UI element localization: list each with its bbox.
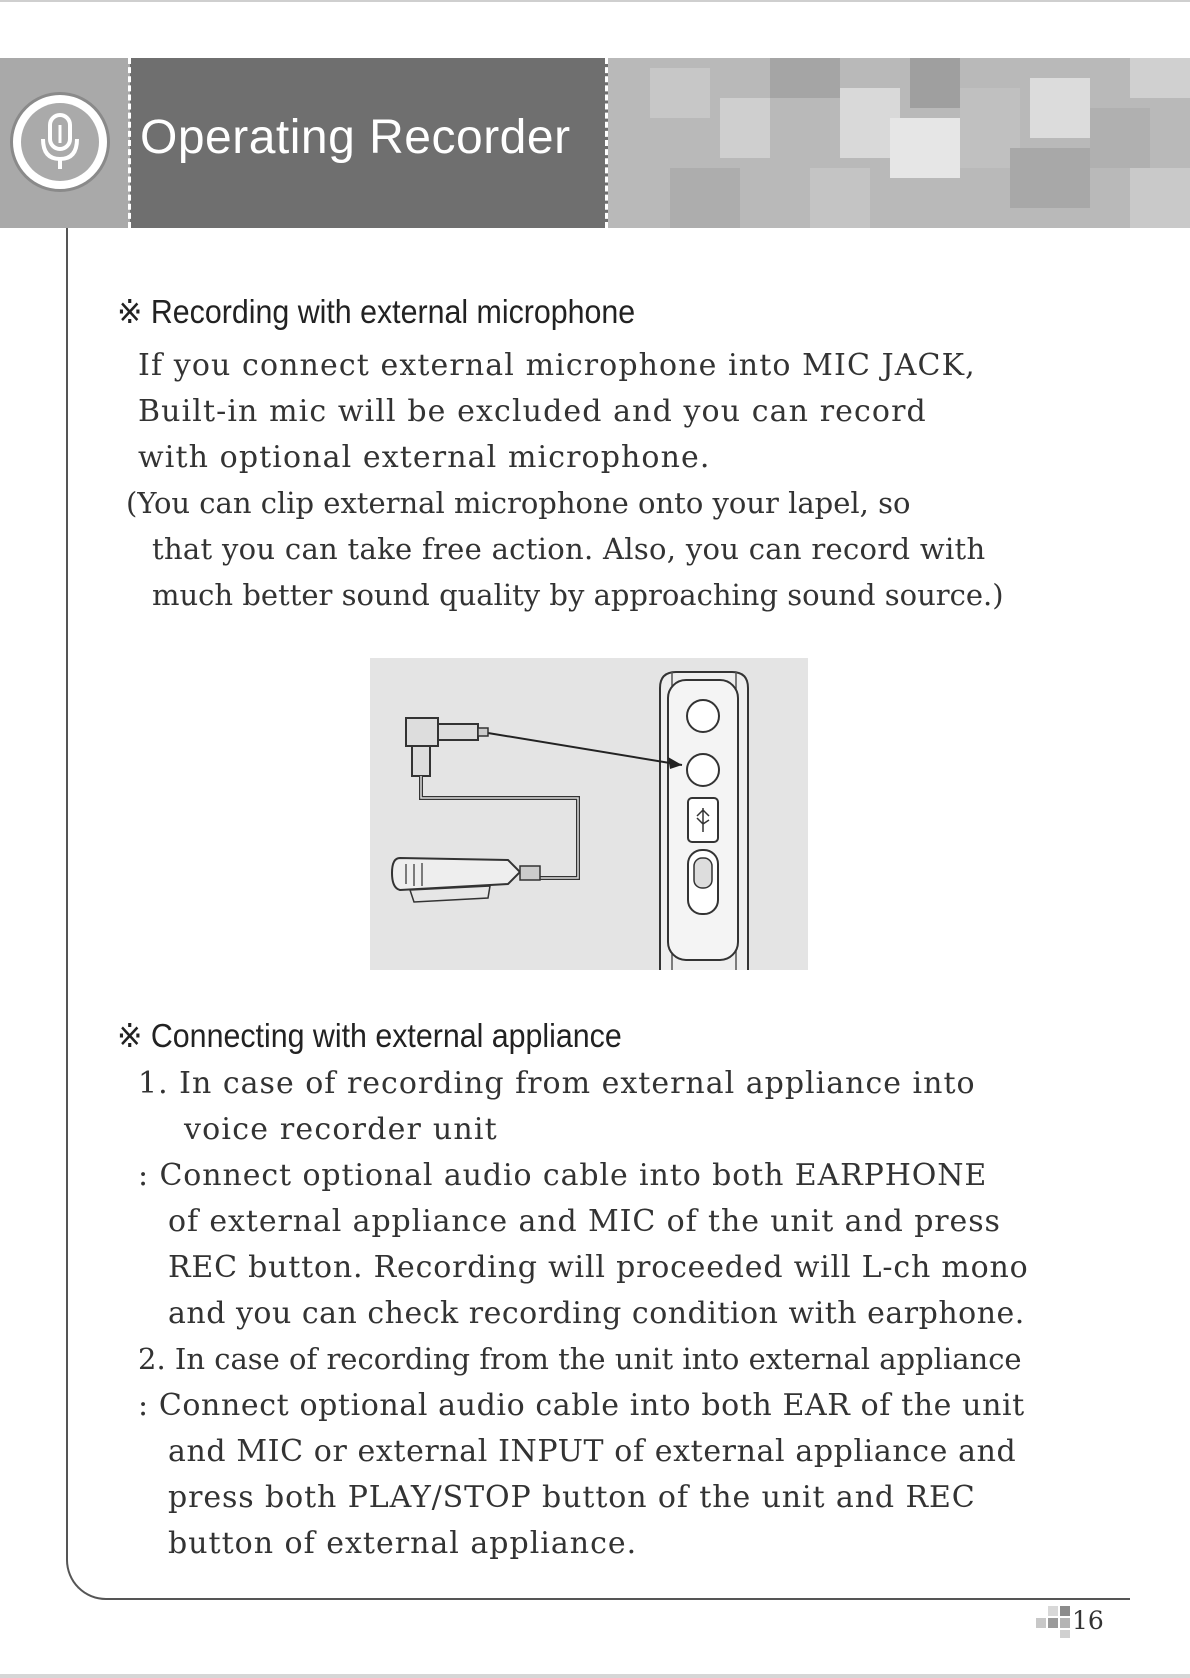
paragraph-line: 2. In case of recording from the unit into external appliance: [138, 1342, 1022, 1376]
paragraph-line: voice recorder unit: [184, 1112, 498, 1147]
paragraph-line: that you can take free action. Also, you can record with: [152, 532, 986, 566]
paragraph-line: much better sound quality by approaching sound source.): [152, 578, 1004, 612]
paragraph-line: of external appliance and MIC of the unit and press: [168, 1204, 1001, 1239]
mic-jack-icon: [687, 754, 719, 786]
microphone-icon: [21, 103, 99, 181]
paragraph-line: and you can check recording condition with earphone.: [168, 1296, 1025, 1331]
lapel-microphone: [392, 858, 540, 902]
paragraph-line: with optional external microphone.: [138, 440, 711, 475]
usb-icon: [688, 798, 718, 842]
page-title: Operating Recorder: [140, 111, 571, 164]
section-heading-external-appliance: ※ Connecting with external appliance: [117, 1017, 622, 1054]
section-heading-external-mic: ※ Recording with external microphone: [117, 293, 636, 330]
paragraph-line: (You can clip external microphone onto your lapel, so: [126, 486, 911, 520]
external-mic-connection-figure: [370, 658, 808, 970]
paragraph-line: button of external appliance.: [168, 1526, 638, 1561]
banner-divider-left: [128, 58, 131, 228]
paragraph-line: 1. In case of recording from external appliance into: [138, 1066, 976, 1101]
banner-mosaic: [610, 58, 1190, 228]
top-rule: [0, 0, 1190, 2]
banner-divider-right: [605, 58, 608, 228]
connection-arrow: [488, 733, 682, 769]
page-ornament: [1060, 1618, 1070, 1628]
page-frame-bottom: [120, 1598, 1130, 1600]
rec-switch-icon: [688, 850, 718, 914]
earphone-jack-icon: [687, 700, 719, 732]
page-number: [1036, 1604, 1106, 1638]
bottom-rule: [0, 1674, 1190, 1678]
paragraph-line: Built-in mic will be excluded and you can record: [138, 394, 927, 429]
page-number-text: 16: [1072, 1606, 1104, 1635]
header-banner: [0, 58, 1190, 228]
paragraph-line: : Connect optional audio cable into both EARPHONE: [138, 1158, 988, 1193]
paragraph-line: REC button. Recording will proceeded will L-ch mono: [168, 1250, 1029, 1285]
paragraph-line: If you connect external microphone into MIC JACK,: [138, 348, 976, 383]
page-ornament: [1048, 1618, 1058, 1628]
mic-badge: [10, 92, 110, 192]
page-ornament: [1036, 1618, 1046, 1628]
page-ornament: [1060, 1606, 1070, 1616]
page-ornament: [1048, 1606, 1058, 1616]
page-ornament: [1060, 1630, 1070, 1638]
page-frame: [66, 228, 126, 1600]
paragraph-line: press both PLAY/STOP button of the unit and REC: [168, 1480, 976, 1515]
paragraph-line: : Connect optional audio cable into both EAR of the unit: [138, 1388, 1025, 1423]
paragraph-line: and MIC or external INPUT of external appliance and: [168, 1434, 1017, 1469]
mic-plug: [406, 718, 488, 776]
